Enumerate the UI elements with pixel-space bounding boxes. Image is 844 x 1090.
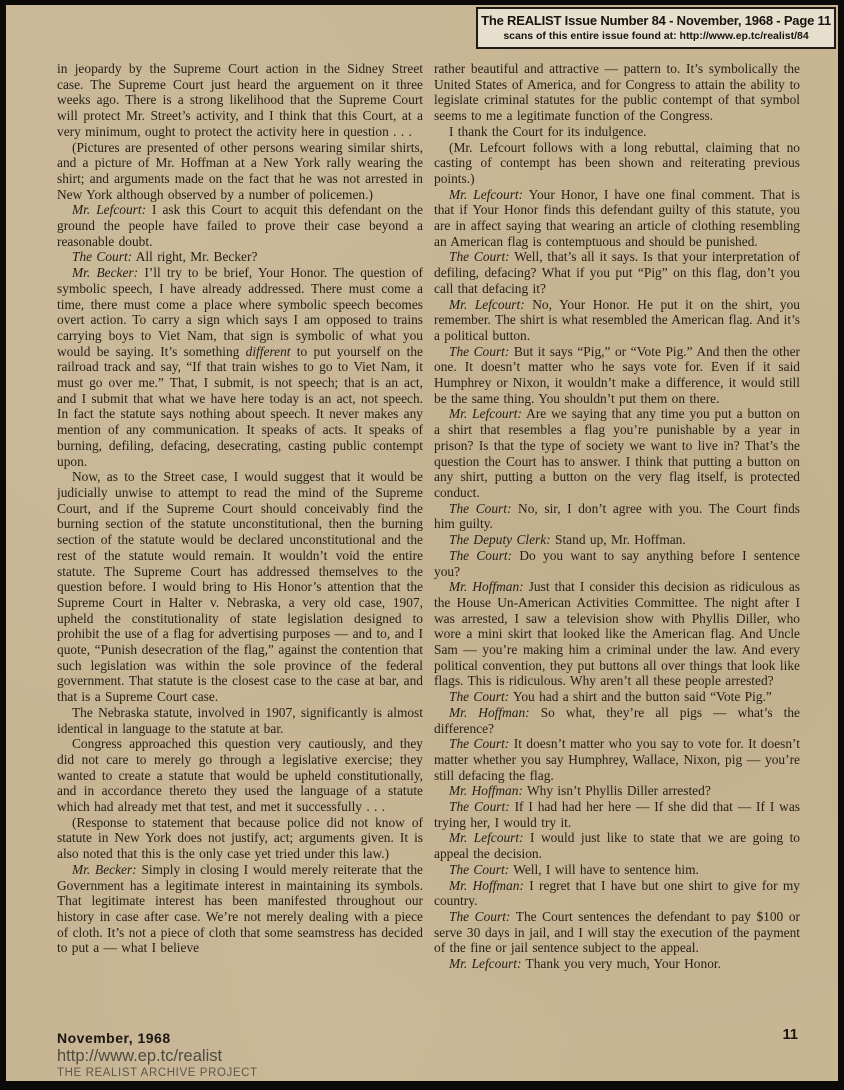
speaker-name: Mr. Hoffman:	[449, 579, 524, 595]
dialogue-paragraph: Mr. Becker: I’ll try to be brief, Your Honor. The question of symbolic speech, I have already addressed. There must come a time, there must come a place where symbolic speech becomes overt action. To carry a sign which says I am opposed to trains carrying boys to Viet Nam, that sign is symbolic of what you would be saying. It’s something different to put yourself on the railroad track and say, “If that train wishes to go to Viet Nam, it must go over me.” That, I submit, is not speech; that is an act, and I submit that what we have here today is an act, not speech. In fact the statute says nothing about speech. It never makes any mention of any communication. It speaks of acts. It speaks of burning, defiling, defacing, desecrating, casting public contempt upon.	[57, 265, 423, 469]
dialogue-paragraph: The Court: Well, that’s all it says. Is that your interpretation of defiling, defacing? What if you put “Pig” on this flag, don’t you call that defacing it?	[434, 249, 800, 296]
paragraph: The Nebraska statute, involved in 1907, significantly is almost identical in language to the statute at bar.	[57, 704, 423, 736]
column-left	[57, 61, 423, 1039]
archive-header-box	[476, 7, 836, 49]
dialogue-paragraph: Mr. Becker: Simply in closing I would merely reiterate that the Government has a legitimate interest in maintaining its symbols. That legitimate interest has been manifested throughout our history in case after case. We’re not merely dealing with a piece of cloth. It’s not a piece of cloth that some seamstress has decided to put a — what I believe	[57, 861, 423, 956]
dialogue-paragraph: Mr. Lefcourt: I ask this Court to acquit this defendant on the ground the people have failed to prove their case beyond a reasonable doubt.	[57, 202, 423, 249]
footer	[57, 1030, 258, 1079]
speaker-name: Mr. Lefcourt:	[449, 186, 524, 202]
speaker-name: The Court:	[449, 547, 513, 563]
article-body	[57, 61, 800, 1039]
dialogue-paragraph: Mr. Lefcourt: Thank you very much, Your Honor.	[449, 956, 721, 972]
speaker-name: The Court:	[449, 799, 510, 815]
paragraph: in jeopardy by the Supreme Court action in the Sidney Street case. The Supreme Court just heard the arguement on it three weeks ago. There is a strong likelihood that the Supreme Court will protect Mr. Street’s activity, and I think that this Court, at a very minimum, ought to protect the activity here in question . . .	[57, 61, 423, 139]
speaker-name: The Court:	[449, 861, 510, 877]
dialogue-paragraph: Mr. Lefcourt: I would just like to state that we are going to appeal the decision.	[434, 830, 800, 862]
speaker-name: The Court:	[449, 500, 512, 516]
dialogue-paragraph: Mr. Lefcourt: Are we saying that any time you put a button on a shirt that resembles a flag you’re punishable by a year in prison? Is that the type of society we want to live in? That’s the question the Court has to answer. I think that putting a button on any shirt, putting a button on the very flag itself, is protected conduct.	[434, 406, 800, 500]
page-number: 11	[782, 1027, 798, 1043]
archive-scan-note: scans of this entire issue found at: http://www.ep.tc/realist/84	[503, 30, 809, 42]
speaker-name: Mr. Becker:	[72, 265, 139, 281]
dialogue-paragraph: The Court: Do you want to say anything before I sentence you?	[434, 547, 800, 579]
dialogue-paragraph: The Court: You had a shirt and the button said “Vote Pig.”	[449, 689, 772, 705]
speaker-name: Mr. Lefcourt:	[449, 956, 522, 972]
dialogue-paragraph: The Court: But it says “Pig,” or “Vote Pig.” And then the other one. It doesn’t matter who he says vote for. Even if it said Humphrey or Nixon, it wouldn’t make a difference, it would still be the same thing. You shouldn’t put them on there.	[434, 343, 800, 406]
dialogue-paragraph: The Court: Well, I will have to sentence him.	[449, 861, 699, 877]
footer-archive-name: THE REALIST ARCHIVE PROJECT	[57, 1067, 258, 1079]
issue-title: The REALIST Issue Number 84 - November, 1968 - Page 11	[481, 13, 831, 28]
dialogue-paragraph: Mr. Lefcourt: Your Honor, I have one final comment. That is that if Your Honor finds this defendant guilty of this statute, you are in affect saying that wearing an article of clothing resembling an American flag is contemptuous and should be punished.	[434, 186, 800, 249]
speaker-name: The Deputy Clerk:	[449, 532, 551, 548]
dialogue-paragraph: Mr. Hoffman: Why isn’t Phyllis Diller arrested?	[449, 783, 711, 799]
paragraph: (Pictures are presented of other persons wearing similar shirts, and a picture of Mr. Hoffman at a New York rally wearing the shirt; and arguments made on the fact that he was not arrested in New York although observed by a number of policemen.)	[57, 139, 423, 202]
paragraph: Congress approached this question very cautiously, and they did not care to merely go through a legislative exercise; they wanted to create a statute that would be upheld constitutionally, and in accordance thereto they used the language of a statute which had already met that test, and met it successfully . . .	[57, 736, 423, 815]
speaker-name: The Court:	[449, 249, 510, 265]
paragraph: rather beautiful and attractive — pattern to. It’s symbolically the United States of America, and for Congress to attain the ability to legislate criminal statutes for the public contempt of that symbol seems to me a legitimate function of the Congress.	[434, 61, 800, 124]
dialogue-paragraph: The Court: If I had had her here — If she did that — If I was trying her, I would try it.	[434, 799, 800, 830]
speaker-name: Mr. Lefcourt:	[449, 406, 522, 422]
dialogue-paragraph: The Court: All right, Mr. Becker?	[72, 249, 258, 265]
dialogue-paragraph: The Court: No, sir, I don’t agree with you. The Court finds him guilty.	[434, 500, 800, 532]
dialogue-paragraph: Mr. Lefcourt: No, Your Honor. He put it on the shirt, you remember. The shirt is what resembled the American flag. And it’s a political button.	[434, 296, 800, 343]
speaker-name: Mr. Hoffman:	[449, 877, 524, 893]
dialogue-paragraph: The Court: It doesn’t matter who you say to vote for. It doesn’t matter whether you say Humphrey, Wallace, Nixon, pig — you’re still defacing the flag.	[434, 736, 800, 783]
paragraph: I thank the Court for its indulgence.	[449, 123, 647, 139]
speaker-name: The Court:	[449, 343, 510, 359]
dialogue-paragraph: The Deputy Clerk: Stand up, Mr. Hoffman.	[449, 532, 686, 548]
speaker-name: The Court:	[72, 249, 133, 265]
speaker-name: The Court:	[449, 908, 511, 924]
speaker-name: Mr. Becker:	[72, 861, 137, 877]
speaker-name: Mr. Hoffman:	[449, 704, 530, 720]
speaker-name: The Court:	[449, 736, 510, 752]
paragraph: Now, as to the Street case, I would suggest that it would be judicially unwise to attempt to read the mind of the Supreme Court, and if the Supreme Court should conceivably find the burning section of the statute unconstitutional, then the burning section of the statute would be declared unconstitutional and the rest of the statute would remain. It wouldn’t void the entire statute. The Supreme Court has addressed themselves to the question before. I would bring to His Honor’s attention that the Supreme Court in Halter v. Nebraska, a very old case, 1907, upheld the constitutionality of state legislation designed to prohibit the use of a flag for advertising purposes — and to, and I quote, “Punish desecration of the flag,” against the contention that such legislation was within the sole province of the federal government. That statute is the closest case to the case at bar, and that is a Supreme Court case.	[57, 469, 423, 705]
scanned-page	[6, 5, 838, 1081]
footer-archive-url: http://www.ep.tc/realist	[57, 1047, 223, 1065]
speaker-name: Mr. Lefcourt:	[72, 202, 147, 218]
dialogue-paragraph: Mr. Hoffman: Just that I consider this decision as ridiculous as the House Un-American Activities Committee. The night after I was arrested, I saw a television show with Phyllis Diller, who wore a mini skirt that looked like the American flag. And Uncle Sam — you’re making him a criminal under the law. And every political convention, they put buttons all over things that look like flags. This is ridiculous. Why aren’t all these people arrested?	[434, 579, 800, 689]
column-right	[434, 61, 800, 1039]
speaker-name: Mr. Lefcourt:	[449, 296, 525, 312]
speaker-name: Mr. Lefcourt:	[449, 830, 524, 846]
paragraph: (Mr. Lefcourt follows with a long rebuttal, claiming that no casting of contempt has been shown and reiterating previous points.)	[434, 139, 800, 186]
footer-issue-date: November, 1968	[57, 1030, 171, 1046]
dialogue-paragraph: Mr. Hoffman: I regret that I have but one shirt to give for my country.	[434, 877, 800, 909]
dialogue-paragraph: The Court: The Court sentences the defendant to pay $100 or serve 30 days in jail, and I will stay the execution of the payment of the fine or jail sentence subject to the appeal.	[434, 908, 800, 956]
paragraph: (Response to statement that because police did not know of statute in New York does not justify, act; arguments given. It is also noted that this is the only case yet tried under this law.)	[57, 814, 423, 862]
speaker-name: Mr. Hoffman:	[449, 783, 523, 799]
dialogue-paragraph: Mr. Hoffman: So what, they’re all pigs — what’s the difference?	[434, 704, 800, 736]
speaker-name: The Court:	[449, 689, 510, 705]
